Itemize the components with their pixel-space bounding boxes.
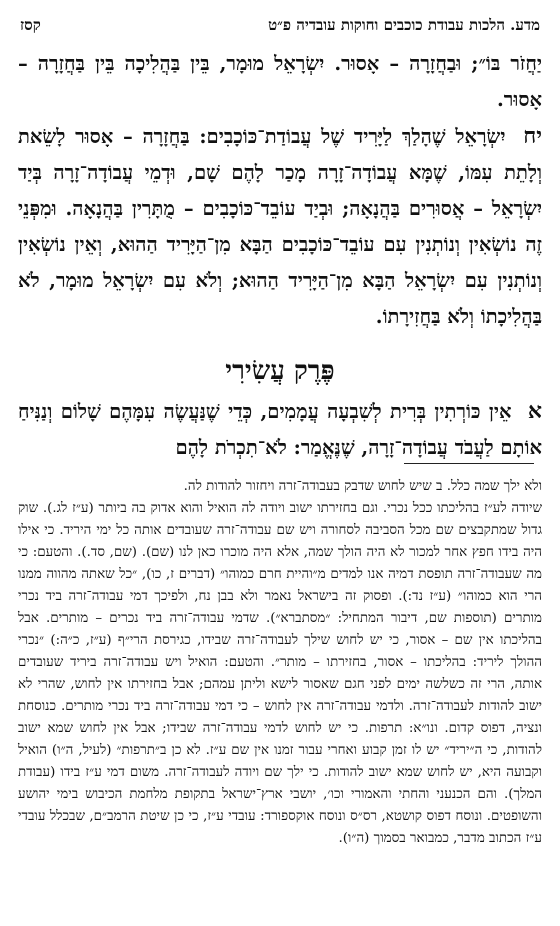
halakha-number: א — [527, 398, 542, 424]
halakha-text: יִשְׂרָאֵל שֶׁהָלַךְ לַיָּרִיד שֶׁל עֲבוֹדַת־כּוֹכָבִים: בַּחֲזָרָה – אָסוּר לָשֵׂאת וְלָתֵת עִמּוֹ, שֶׁמָּא עֲבוֹדָה־זָרָה מָכַר לָהֶם שָׁם, וּדְמֵי עֲבוֹדָה־זָרָה בְּיַד יִשְׂרָאֵל – אֲסוּרִים בַּהֲנָאָה; וּבְיַד עוֹבֵד־כּוֹכָבִים – מֻתָּרִין בַּהֲנָאָה. וּמִפְּנֵי זֶה נוֹשְׂאִין וְנוֹתְנִין עִם עוֹבֵד־כּוֹכָבִים הַבָּא מִן־הַיָּרִיד הַהוּא, וְאֵין נוֹשְׂאִין וְנוֹתְנִין עִם יִשְׂרָאֵל הַבָּא מִן־הַיָּרִיד הַהוּא; וְלֹא עִם יִשְׂרָאֵל מוּמָר, לֹא בַּהֲלִיכָתוֹ וְלֹא בַּחֲזִירָתוֹ. — [18, 125, 542, 328]
running-title: מדע. הלכות עבודת כוכבים וחוקות עובדיה פ״ט — [268, 15, 540, 34]
footnotes — [18, 476, 542, 850]
footnote: שיודה לע״ז בהליכתו ככל נכרי. וגם בחזירתו ישוב ויודה לה הואיל והוא אדוק בה ביותר (ע״ז לג.). שוק גדול שמתקבצים שם מכל הסביבה לסחורה ויש שם עבודה־זרה שעובדים אותה כל ימי היריד. כי אילו היה בידו חפץ אחר למכור לא היה הולך שמה, אלא היה מוכרו כאן לנו (שם). (שם, סד.). והטעם: כי מה שעבודה־זרה תופסת דמיה אנו למדים מ״והיית חרם כמוהו״ (דברים ז, כו), ״כל שאתה מהווה ממנו הרי הוא כמוהו״ (ע״ז נד:). ופסוק זה בישראל נאמר ולא בבן נח, ולפיכך דמי עבודה־זרה ביד נכרי מותרים (תוספות שם, דיבור המתחיל: ״מסתברא״). שדמי עבודה־זרה ביד נכרים – מותרים. אבל בהליכתו אין שם – אסור, כי יש לחוש שילך לעבודה־זרה שבידו, כגירסת הרי״ף (ע״ז, כ״ה:) ״נכרי ההולך ליריד: בהליכתו – אסור, בחזירתו – מותר״. והטעם: הואיל ויש עבודה־זרה ביריד שעובדים אותה, הרי זה כשלשה ימים לפני חגם שאסור לישא וליתן עמהם; אבל בחזירתו אין לחוש, שהרי לא ישוב להודות לעבודה־זרה. ולדמי עבודה־זרה אין לחוש – כי דמי עבודה־זרה ביד נכרי מותרים. כנוסחת ונציה, דפוס קדום. ונו״א: תרפות. כי יש לחוש לדמי עבודה־זרה שבידו; אבל אין לחוש שמא ישוב להודות, כי ה״יריד״ יש לו זמן קבוע ואחרי עבור זמנו אין שם ע״ז. לא כן ב״תרפות״ (לעיל, ה״ו) הואיל וקבועה היא, יש לחוש שמא ישוב להודות. כי ילך שם ויודה לעבודה־זרה. משום דמי ע״ז בידו (עבודת המלך). והם הכנעני והחתי והאמורי וכו׳, יושבי ארץ־ישראל בתקופת מלחמת הכיבוש בימי יהושע והשופטים. ונוסח דפוס קושטא, רס״ס ונוסח אוקספורד: עובדי ע״ז, כי כן שיטת הרמב״ם, שבכלל עובדי ע״ז הכתוב מדבר, כמבואר בסמוך (ה״ו). — [18, 501, 542, 846]
page-number: קסז — [20, 15, 41, 34]
halakha-18 — [18, 118, 542, 335]
footnote-divider — [404, 463, 534, 464]
main-text — [18, 46, 542, 466]
halakha-1 — [18, 393, 542, 466]
running-header — [20, 14, 540, 36]
chapter-title: פֶּרֶק עֲשִׂירִי — [225, 356, 335, 386]
halakha-number: יח — [523, 123, 542, 149]
footnote: ולא ילך שמה כלל. ב שיש לחוש שדבק בעבודה־זרה ויחזור להודות לה. — [183, 479, 542, 494]
halakha-text: אֵין כּוֹרְתִין בְּרִית לְשִׁבְעָה עֲמָמִים, כְּדֵי שֶׁנַּעֲשֶׂה עִמָּהֶם שָׁלוֹם וְנַנִּיחַ אוֹתָם לַעֲבֹד עֲבוֹדָה־זָרָה, שֶׁנֶּאֱמַר: לֹא־תִכְרֹת לָהֶם — [18, 400, 542, 459]
paragraph-continuation: יַחֲזֹר בּוֹ״; וּבַחֲזָרָה – אָסוּר. יִשְׂרָאֵל מוּמָר, בֵּין בַּהֲלִיכָה בֵּין בַּחֲזָרָה – אָסוּר. — [18, 52, 542, 111]
